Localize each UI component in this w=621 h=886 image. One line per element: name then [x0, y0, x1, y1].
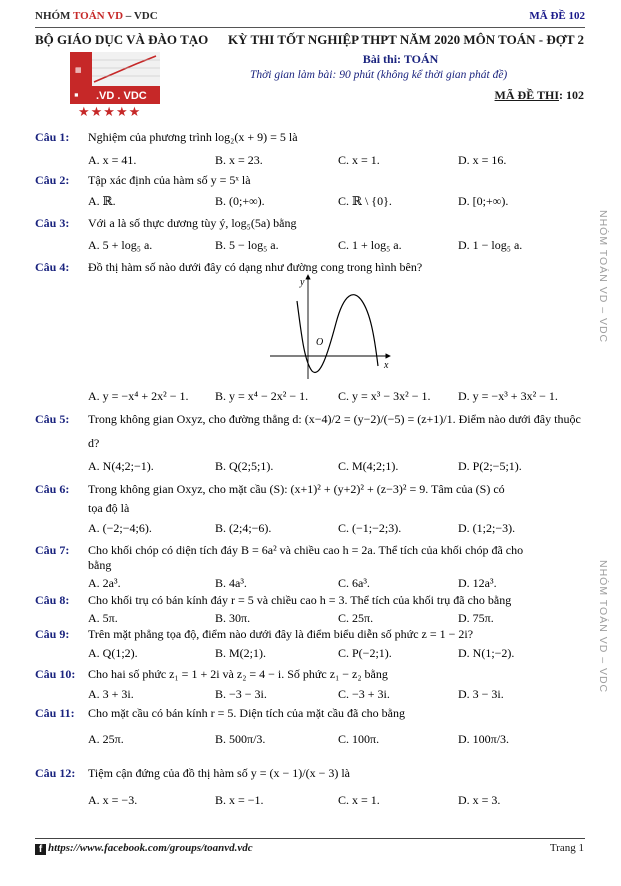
x-axis-label: x — [384, 360, 389, 371]
footer-url[interactable]: https://www.facebook.com/groups/toanvd.vdc — [48, 842, 253, 854]
answer-4b: B. y = x⁴ − 2x² − 1. — [215, 389, 309, 403]
answer-3b: B. 5 − log₅ a. — [215, 238, 279, 252]
answer-10d: D. 3 − 3i. — [458, 687, 504, 701]
exam-code: MÃ ĐỀ THI: 102 — [494, 88, 584, 102]
brand-name: NHÓM TOÁN VD – VDC — [35, 10, 158, 22]
answer-1b: B. x = 23. — [215, 153, 263, 167]
answer-8a: A. 5π. — [88, 611, 118, 625]
answer-12c: C. x = 1. — [338, 793, 380, 807]
answer-12a: A. x = −3. — [88, 793, 138, 807]
answer-2c: C. ℝ \ {0}. — [338, 194, 392, 208]
answer-6d: D. (1;2;−3). — [458, 521, 516, 535]
answer-9a: A. Q(1;2). — [88, 646, 138, 660]
answer-4d: D. y = −x³ + 3x² − 1. — [458, 389, 558, 403]
answer-6c: C. (−1;−2;3). — [338, 521, 402, 535]
cubic-graph — [266, 271, 396, 381]
origin-label: O — [316, 337, 324, 348]
answer-5b: B. Q(2;5;1). — [215, 459, 274, 473]
header-divider — [35, 27, 585, 28]
answer-4a: A. y = −x⁴ + 2x² − 1. — [88, 389, 189, 403]
answer-6a: A. (−2;−4;6). — [88, 521, 152, 535]
answer-11d: D. 100π/3. — [458, 732, 510, 746]
answer-6b: B. (2;4;−6). — [215, 521, 272, 535]
answer-1d: D. x = 16. — [458, 153, 507, 167]
answer-8d: D. 75π. — [458, 611, 494, 625]
footer-link[interactable] — [35, 842, 253, 855]
answer-11c: C. 100π. — [338, 732, 380, 746]
answer-1a: A. x = 41. — [88, 153, 137, 167]
answer-9d: D. N(1;−2). — [458, 646, 515, 660]
answer-2b: B. (0;+∞). — [215, 194, 265, 208]
answer-9c: C. P(−2;1). — [338, 646, 392, 660]
answer-2d: D. [0;+∞). — [458, 194, 509, 208]
answer-7a: A. 2a³. — [88, 576, 121, 590]
facebook-icon: f — [35, 844, 46, 855]
answer-10c: C. −3 + 3i. — [338, 687, 390, 701]
answer-9b: B. M(2;1). — [215, 646, 266, 660]
answer-5a: A. N(4;2;−1). — [88, 459, 154, 473]
exam-time: Thời gian làm bài: 90 phút (không kể thời gian phát đề) — [250, 69, 508, 81]
answer-7d: D. 12a³. — [458, 576, 497, 590]
answer-3a: A. 5 + log₅ a. — [88, 238, 153, 252]
side-watermark-2: NHÓM TOÁN VD – VDC — [597, 560, 609, 694]
answer-3c: C. 1 + log₅ a. — [338, 238, 402, 252]
rating-stars: ★★★★★ — [78, 104, 142, 119]
answer-12b: B. x = −1. — [215, 793, 264, 807]
logo-text: .VD . VDC — [96, 90, 147, 102]
answer-8c: C. 25π. — [338, 611, 374, 625]
answer-10a: A. 3 + 3i. — [88, 687, 134, 701]
answer-4c: C. y = x³ − 3x² − 1. — [338, 389, 431, 403]
svg-text:▦: ▦ — [75, 67, 82, 74]
answer-12d: D. x = 3. — [458, 793, 501, 807]
ministry-name: BỘ GIÁO DỤC VÀ ĐÀO TẠO — [35, 32, 209, 47]
answer-11a: A. 25π. — [88, 732, 124, 746]
answer-11b: B. 500π/3. — [215, 732, 266, 746]
page-number: Trang 1 — [549, 842, 584, 854]
header-code: MÃ ĐỀ 102 — [529, 10, 585, 22]
answer-5d: D. P(2;−5;1). — [458, 459, 522, 473]
answer-7b: B. 4a³. — [215, 576, 247, 590]
answer-7c: C. 6a³. — [338, 576, 370, 590]
top-header — [35, 10, 585, 26]
side-watermark-1: NHÓM TOÁN VD – VDC — [597, 210, 609, 344]
answer-2a: A. ℝ. — [88, 194, 116, 208]
exam-subject: Bài thi: TOÁN — [362, 52, 439, 66]
answer-8b: B. 30π. — [215, 611, 251, 625]
exam-title: KỲ THI TỐT NGHIỆP THPT NĂM 2020 MÔN TOÁN - ĐỢT 2 — [228, 32, 585, 47]
answer-5c: C. M(4;2;1). — [338, 459, 399, 473]
answer-10b: B. −3 − 3i. — [215, 687, 267, 701]
svg-text:▪: ▪ — [74, 87, 79, 102]
answer-1c: C. x = 1. — [338, 153, 380, 167]
curve — [297, 295, 378, 373]
answer-3d: D. 1 − log₅ a. — [458, 238, 523, 252]
footer-divider — [35, 838, 585, 839]
y-axis-label: y — [300, 277, 305, 288]
